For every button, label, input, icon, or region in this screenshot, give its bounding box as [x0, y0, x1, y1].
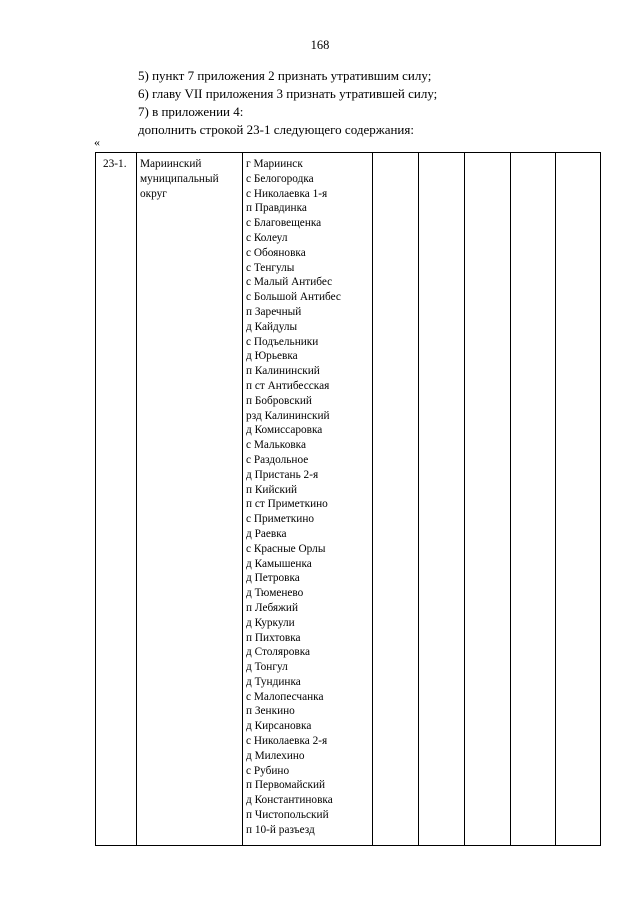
amendment-table	[95, 152, 601, 846]
settlement-item: п Первомайский	[246, 779, 326, 792]
settlement-item: д Камышенка	[246, 557, 312, 570]
settlement-item: с Приметкино	[246, 513, 315, 526]
row-number: 23-1.	[103, 158, 127, 170]
settlement-item: с Раздольное	[246, 453, 309, 466]
okrug-name-cell	[137, 153, 243, 846]
settlement-item: п Пихтовка	[246, 631, 301, 644]
settlement-item: с Подъельники	[246, 335, 319, 348]
settlement-item: д Раевка	[246, 527, 287, 540]
paragraph-item-5: 5) пункт 7 приложения 2 признать утратившим силу;	[138, 68, 432, 83]
empty-cell	[373, 153, 419, 846]
empty-cell	[465, 153, 511, 846]
settlement-item: с Белогородка	[246, 172, 314, 185]
paragraph-add-row: дополнить строкой 23-1 следующего содержания:	[138, 122, 414, 137]
settlement-item: д Столяровка	[246, 646, 311, 659]
settlements-list	[246, 157, 372, 838]
settlement-item: д Кирсановка	[246, 720, 312, 733]
settlement-item: п Заречный	[246, 305, 302, 318]
settlement-item: п 10-й разъезд	[246, 823, 315, 836]
opening-quote-mark: «	[94, 135, 100, 149]
empty-cell	[556, 153, 601, 846]
settlement-item: с Николаевка 1-я	[246, 187, 328, 200]
settlement-item: с Малопесчанка	[246, 690, 324, 703]
settlement-item: с Колеул	[246, 231, 288, 244]
settlement-item: д Тюменево	[246, 587, 304, 600]
okrug-name-line: Мариинский	[140, 158, 202, 170]
settlement-item: п Зенкино	[246, 705, 295, 718]
settlement-item: д Пристань 2-я	[246, 468, 319, 481]
settlement-item: д Комиссаровка	[246, 424, 323, 437]
settlement-item: с Рубино	[246, 764, 290, 777]
settlement-item: д Юрьевка	[246, 350, 298, 363]
settlement-item: д Кайдулы	[246, 320, 298, 333]
settlement-item: п Лебяжий	[246, 601, 299, 614]
settlement-item: с Николаевка 2-я	[246, 735, 328, 748]
settlement-item: п Кийский	[246, 483, 298, 496]
settlement-item: д Тонгул	[246, 661, 288, 674]
settlement-item: д Петровка	[246, 572, 300, 585]
settlement-item: г Мариинск	[246, 158, 303, 170]
settlement-item: с Тенгулы	[246, 261, 295, 274]
settlement-item: с Малый Антибес	[246, 276, 333, 289]
settlement-item: с Благовещенка	[246, 217, 322, 230]
okrug-name-line: округ	[140, 187, 167, 200]
settlement-item: с Мальковка	[246, 439, 307, 452]
settlements-cell	[243, 153, 373, 846]
settlement-item: п Бобровский	[246, 394, 312, 407]
settlement-item: с Обояновка	[246, 246, 306, 259]
settlement-item: с Красные Орлы	[246, 542, 326, 555]
empty-cell	[511, 153, 556, 846]
settlement-item: д Милехино	[246, 749, 305, 762]
settlement-item: п Правдинка	[246, 202, 307, 215]
paragraph-item-7: 7) в приложении 4:	[138, 104, 244, 119]
settlement-item: п Чистопольский	[246, 809, 329, 822]
settlement-item: рзд Калининский	[246, 409, 330, 422]
paragraph-item-6: 6) главу VII приложения 3 признать утратившей силу;	[138, 86, 438, 101]
okrug-name-line: муниципальный	[140, 172, 219, 185]
empty-cell	[419, 153, 465, 846]
settlement-item: п ст Приметкино	[246, 498, 328, 511]
settlement-item: п ст Антибесская	[246, 379, 330, 392]
settlement-item: д Куркули	[246, 616, 295, 629]
settlement-item: с Большой Антибес	[246, 291, 341, 304]
settlement-item: д Константиновка	[246, 794, 333, 807]
settlement-item: п Калининский	[246, 365, 320, 378]
page-number: 168	[310, 38, 330, 52]
row-number-cell	[96, 153, 137, 846]
table-row	[96, 153, 601, 846]
settlement-item: д Тундинка	[246, 675, 301, 688]
